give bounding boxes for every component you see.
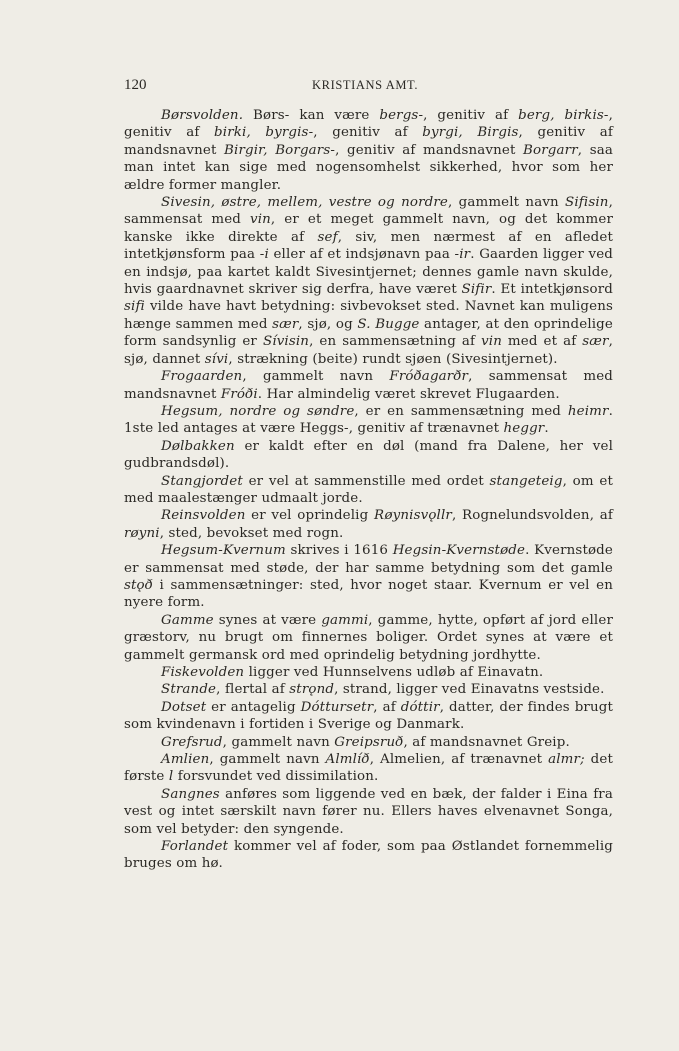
italic-term: heimr [567,403,609,419]
text-run: . 1ste led antages at være Heggs-, genitiv af trænavnet [124,403,613,437]
italic-term: strǫnd [289,682,335,698]
text-run: , saa man intet kan sige med nogensomhelst sikkerhed, hvor som her ældre former mangler. [124,142,613,193]
italic-term: Almlíð [325,752,370,768]
italic-term: stǫð [124,577,153,593]
italic-term: Gamme [161,612,214,628]
italic-term: Hegsum-Kvernum [161,543,286,559]
italic-term: røyni [124,525,160,541]
italic-term: Grefsrud [161,734,223,750]
text-run: kommer vel af foder, som paa Østlandet fornemmelig bruges om hø. [124,839,613,872]
text-run: er antagelig [206,699,301,715]
italic-term: Stangjordet [161,473,243,489]
italic-term: vin [249,212,271,228]
italic-term: Sangnes [161,786,220,802]
text-run: , en sammensætning af [309,334,482,350]
text-run: , siv, men nærmest af en afledet intetkjønsform paa [124,229,613,263]
text-run: eller af et indsjønavn paa [268,247,455,263]
italic-term: Greipsruð [334,734,404,750]
text-run: . Gaarden ligger ved en indsjø, paa kartet kaldt Sivesintjernet; dennes gamle navn skulde, hvis gaardnavnet skriver sig derfra, have været [124,247,614,298]
italic-term: Sivesin, østre, mellem, vestre og nordre [161,195,448,211]
paragraph [124,786,613,838]
text-run: er vel at sammenstille med ordet [242,473,490,489]
italic-term: almr; [548,752,585,768]
text-run: , sammensat med [124,195,613,228]
text-run: skrives i 1616 [285,543,393,559]
text-run: Børs- kan være [243,108,380,123]
italic-term: sifi [124,299,145,315]
italic-term: berg, birkis- [518,108,609,123]
paragraph [124,403,613,438]
italic-term: sær [272,316,299,332]
italic-term: heggr [503,421,545,437]
text-run: , sammensat med mandsnavnet [124,369,613,402]
text-run: , sjø, og [298,316,358,332]
text-run: , genitiv af [124,108,614,141]
italic-term: Hegsum, nordre og søndre [161,403,355,419]
italic-term: S. Bugge [357,316,420,332]
paragraph [124,681,613,698]
text-run: forsvundet ved dissimilation. [173,769,379,785]
italic-term: sær [582,334,609,350]
text-run: , flertal af [216,682,290,698]
text-run: , om et med maalestænger udmaalt jorde. [124,473,613,506]
text-run: , Rognelundsvolden, af [451,508,613,524]
text-run: er vel oprindelig [245,508,374,524]
text-run: , er et meget gammelt navn, og det kommer kanske ikke direkte af [124,212,614,245]
italic-term: -i [259,247,269,263]
italic-term: Dóttursetr [300,699,374,715]
text-run: , sted, bevokset med rogn. [159,525,344,541]
italic-term: Børsvolden. [161,108,244,123]
paragraph [124,734,613,751]
italic-term: byrgi, Birgis [422,125,519,141]
italic-term: Røynisvǫllr [373,508,452,524]
italic-term: Sívisin [262,334,310,350]
text-run: med et af [501,334,583,350]
italic-term: Strande [161,682,217,698]
text-run: , Almelien, af trænavnet [369,752,549,768]
text-run: anføres som liggende ved en bæk, der falder i Eina fra vest og intet særskilt navn fører nu. Ellers haves elvenavnet Songa, som vel betyder: den syngende. [124,786,613,837]
italic-term: stangeteig [489,473,563,489]
italic-term: Sifir [461,282,492,298]
text-run: . Har almindelig været skrevet Flugaarden. [257,386,560,402]
paragraph [124,542,613,612]
text-run: , gammelt navn [209,752,326,768]
text-run: , genitiv af [423,108,519,123]
italic-term: Hegsin-Kvernstøde [392,543,526,559]
italic-term: sívi [204,351,229,367]
text-run: synes at være [213,612,322,628]
text-run: . [544,421,549,437]
italic-term: Fiskevolden [161,665,245,680]
text-run: . Kvernstøde er sammensat med støde, der har samme betydning som det gamle [124,543,613,576]
italic-term: gammi [321,612,369,628]
italic-term: Dølbakken [161,438,235,454]
text-run: , strand, ligger ved Einavatns vestside. [334,682,605,698]
text-run: antager, at den oprindelige form sandsynlig er [124,316,613,350]
text-run: , genitiv af [313,125,423,141]
text-run: vilde have havt betydning: sivbevokset sted. Navnet kan muligens hænge sammen med [124,299,613,332]
paragraph [124,507,613,542]
italic-term: -ir [454,247,471,263]
paragraph [124,438,613,473]
italic-term: Fróðagarðr [389,369,469,385]
italic-term: Birgir, Borgars- [224,142,336,158]
italic-term: Dotset [161,699,207,715]
italic-term: Frogaarden [161,369,243,385]
text-run: , gammelt navn [447,195,566,211]
body-text [124,107,613,873]
text-run: , gamme, hytte, opført af jord eller græstorv, nu brugt om finnernes boliger. Ordet synes at være et gammelt germansk ord med oprindelig betydning jordhytte. [124,612,613,663]
text-run: . Et intetkjønsord [491,282,613,298]
paragraph [124,838,613,873]
page-number: 120 [124,77,147,93]
text-run: , gammelt navn [222,734,335,750]
text-run: , genitiv af mandsnavnet [124,125,613,158]
italic-term: bergs- [379,108,424,123]
italic-term: birki, byrgis- [214,125,314,141]
paragraph [124,107,613,194]
text-run: , af mandsnavnet Greip. [403,734,570,750]
paragraph [124,368,613,403]
text-run: er kaldt efter en døl (mand fra Dalene, her vel gudbrandsdøl). [124,438,613,472]
text-run: , gammelt navn [242,369,390,385]
paragraph [124,664,613,681]
paragraph [124,194,613,368]
italic-term: Forlandet [161,839,229,855]
text-run: i sammensætninger: sted, hvor noget staar. Kvernum er vel en nyere form. [124,577,613,611]
italic-term: Sifisin [565,195,609,211]
paragraph [124,699,613,734]
text-run: , af [373,699,401,715]
italic-term: vin [481,334,502,350]
text-run: det første [124,752,613,785]
italic-term: sef [317,229,338,245]
italic-term: Reinsvolden [161,508,246,524]
italic-term: l [168,769,174,785]
text-run: , strækning (beite) rundt sjøen (Sivesintjernet). [228,351,558,367]
paragraph [124,751,613,786]
text-run: , sjø, dannet [124,334,613,367]
running-title: KRISTIANS AMT. [312,78,419,92]
italic-term: dóttir [400,699,440,715]
paragraph [124,612,613,664]
text-run: , er en sammensætning med [354,403,568,419]
italic-term: Fróði [220,386,258,402]
text-run: ligger ved Hunnselvens udløb af Einavatn. [244,665,544,680]
italic-term: Borgarr [523,142,578,158]
page-header [124,77,612,95]
italic-term: Amlien [161,752,210,768]
text-run: , datter, der findes brugt som kvindenavn i fortiden i Sverige og Danmark. [124,699,613,733]
paragraph [124,473,613,508]
text-run: , genitiv af mandsnavnet [335,142,524,158]
